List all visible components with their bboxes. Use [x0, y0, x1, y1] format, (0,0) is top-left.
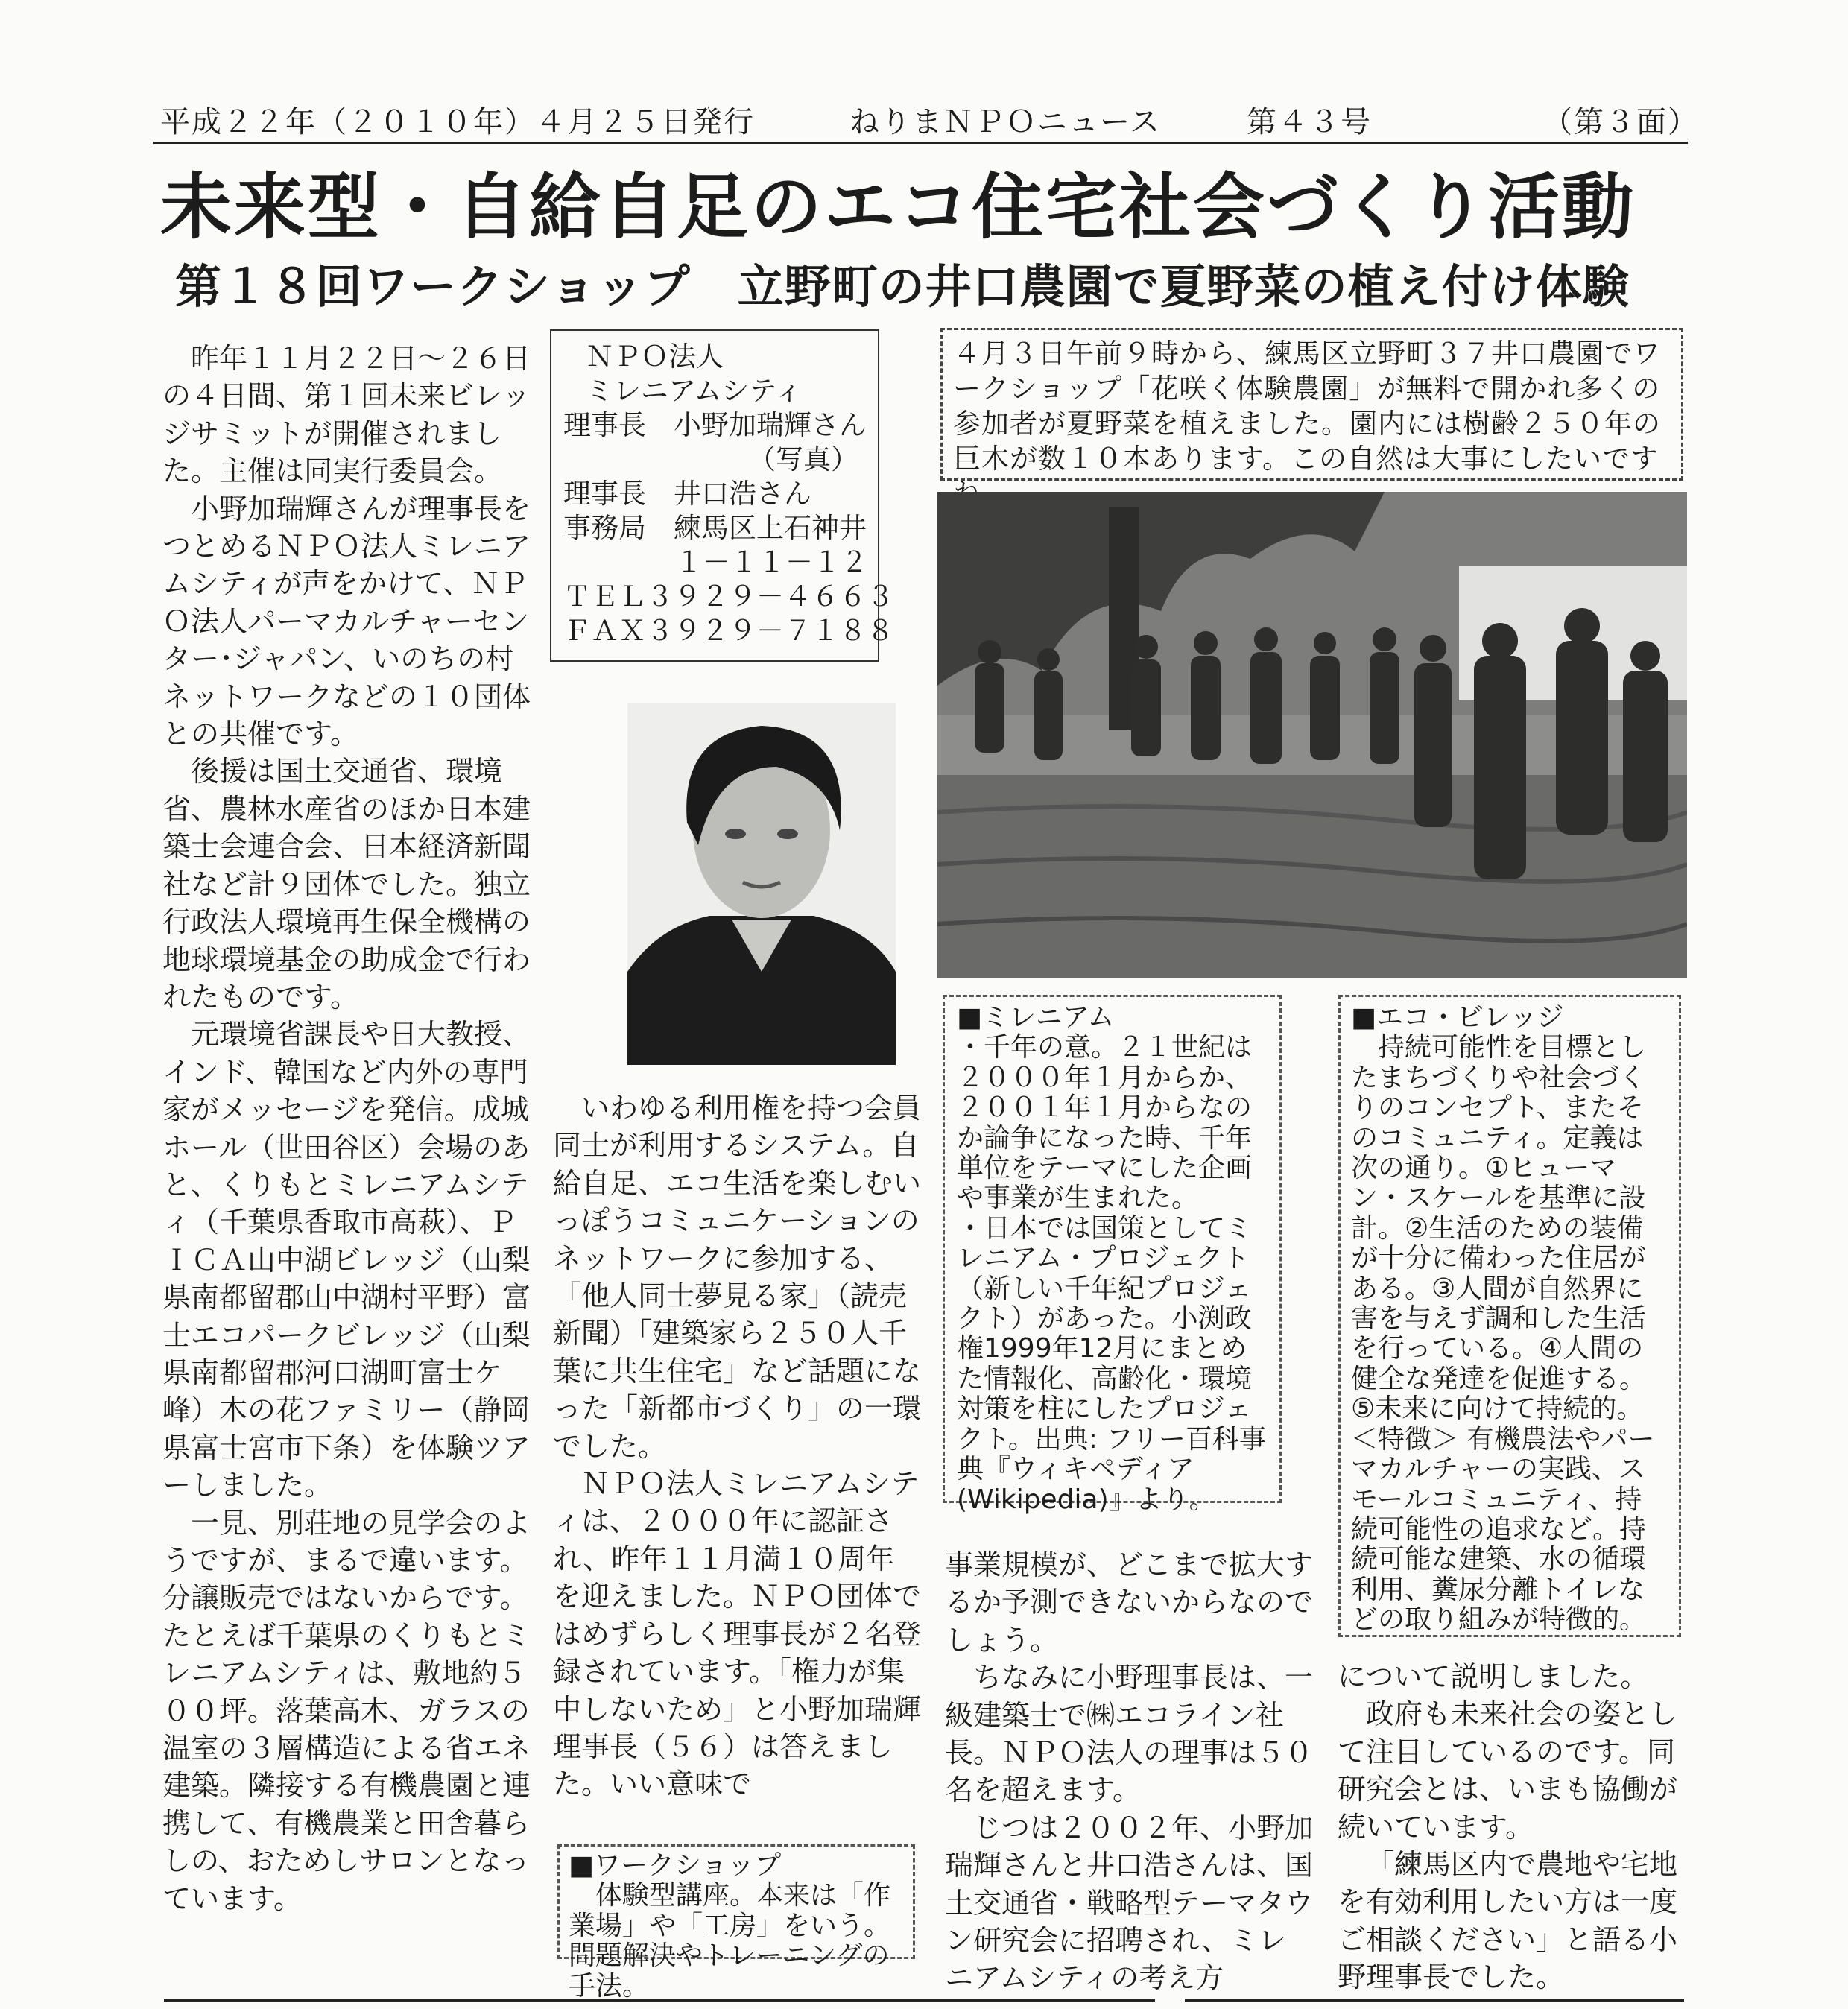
millennium-glossary-box: [943, 995, 1282, 1515]
glossary-title: ■ワークショップ: [569, 1850, 782, 1881]
masthead-line: [153, 103, 1699, 144]
paragraph: 昨年１１月２２日～２６日の４日間、第１回未来ビレッジサミットが開催されました。主催は同実行委員会。: [162, 342, 531, 488]
headline: 未来型・自給自足のエコ住宅社会づくり活動: [160, 165, 1636, 249]
article-column-4: [1338, 1658, 1684, 1996]
director-1: 理事長 小野加瑞輝さん: [563, 409, 867, 441]
glossary-title: ■ミレニアム: [957, 1002, 1115, 1033]
tel-number: ＴＥＬ３９２９－４６６３: [563, 580, 894, 613]
ecovillage-glossary-box: [1338, 995, 1681, 1637]
article-column-3: [945, 1546, 1314, 1997]
paragraph: 「練馬区内で農地や宅地を有効利用したい方は一度ご相談ください」と語る小野理事長でした。: [1338, 1848, 1678, 1994]
photo-note: （写真）: [748, 443, 858, 475]
bottom-rule-right: [1185, 1999, 1684, 2002]
office-address-number: １－１１－１２: [675, 546, 868, 578]
paragraph: ちなみに小野理事長は、一級建築士で㈱エコライン社長。ＮＰＯ法人の理事は５０名を超えます。: [945, 1661, 1314, 1807]
issue-date: 平成２２年（２０１０年）４月２５日発行: [160, 105, 755, 139]
bottom-rule-left: [164, 1999, 1155, 2002]
glossary-body: ・千年の意。２１世紀は２０００年１月からか、２００１年１月からなのか論争になった時、千年単位をテーマにした企画や事業が生まれた。 ・日本では国策としてミレニアム・プロジェクト（新しい千年紀プロジェクト）があった。小渕政権1999年12月にまとめた情報化、高齢化・環境対策を柱にしたプロジェクト。出典: フリー百科事典『ウィキペディア (Wikipedia)』より。: [957, 1032, 1266, 1515]
issue-number: 第４３号: [1247, 105, 1372, 139]
paragraph: について説明しました。: [1338, 1660, 1649, 1693]
paragraph: 政府も未来社会の姿として注目しているのです。同研究会とは、いまも協働が続いています。: [1338, 1698, 1678, 1844]
subheadline: 第１８回ワークショップ 立野町の井口農園で夏野菜の植え付け体験: [175, 259, 1630, 314]
glossary-title: ■エコ・ビレッジ: [1351, 1002, 1564, 1033]
article-column-1: [162, 340, 532, 1917]
paragraph: 一見、別荘地の見学会のようですが、まるで違います。分譲販売ではないからです。たとえば千葉県のくりもとミレニアムシティは、敷地約５００坪。落葉高木、ガラスの温室の３層構造による省エネ建築。隣接する有機農園と連携して、有機農業と田舎暮らしの、おためしサロンとなっています。: [162, 1506, 531, 1915]
workshop-glossary-box: [557, 1844, 915, 2002]
director-2: 理事長 井口浩さん: [563, 478, 811, 510]
paper-name: ねりまＮＰＯニュース: [849, 105, 1161, 139]
paragraph: 事業規模が、どこまで拡大するか予測できないからなのでしょう。: [945, 1548, 1314, 1657]
workshop-group-photo: [937, 492, 1687, 978]
office-address: 事務局 練馬区上石神井: [563, 512, 867, 544]
org-type: ＮＰＯ法人: [586, 341, 724, 373]
fax-number: ＦＡＸ３９２９－７１８８: [563, 615, 894, 647]
paragraph: いわゆる利用権を持つ会員同士が利用するシステム。自給自足、エコ生活を楽しむいっぽうコミュニケーションのネットワークに参加する、「他人同士夢見る家」（読売新聞）「建築家ら２５０人千葉に共生住宅」など話題になった「新都市づくり」の一環でした。: [553, 1092, 922, 1463]
page-number: （第３面）: [1542, 105, 1699, 139]
paragraph: 小野加瑞輝さんが理事長をつとめるＮＰＯ法人ミレニアムシティが声をかけて、ＮＰＯ法人パーマカルチャーセンター･ジャパン、いのちの村ネットワークなどの１０団体との共催です。: [162, 492, 531, 751]
article-column-2: [553, 1089, 923, 1803]
glossary-body: 体験型講座。本来は「作業場」や「工房」をいう。問題解決やトレーニングの手法。: [569, 1880, 891, 2002]
paragraph: ＮＰＯ法人ミレニアムシティは、２０００年に認証され、昨年１１月満１０周年を迎えました。ＮＰＯ団体ではめずらしく理事長が２名登録されています。「権力が集中しないため」と小野加瑞輝理事長（５６）は答えました。いい意味で: [553, 1467, 922, 1801]
portrait-photo: [627, 703, 896, 1065]
glossary-body: 持続可能性を目標としたまちづくりや社会づくりのコンセプト、またそのコミュニティ。定義は次の通り。①ヒューマン・スケールを基準に設計。②生活のための装備が十分に備わった住居がある。③人間が自然界に害を与えず調和した生活を行っている。④人間の健全な発達を促進する。⑤未来に向けて持続的。 ＜特徴＞ 有機農法やパーマカルチャーの実践、スモールコミュニティ、持続可能性の追求など。持続可能な建築、水の循環利用、糞尿分離トイレなどの取り組みが特徴的。: [1351, 1032, 1655, 1636]
org-name: ミレニアムシティ: [586, 375, 803, 407]
organization-info-box: [550, 329, 894, 662]
paragraph: 元環境省課長や日大教授、インド、韓国など内外の専門家がメッセージを発信。成城ホール（世田谷区）会場のあと、くりもとミレニアムシティ（千葉県香取市高萩）、ＰＩＣＡ山中湖ビレッジ（山梨県南都留郡山中湖村平野）富士エコパークビレッジ（山梨県南都留郡河口湖町富士ケ峰）木の花ファミリー（静岡県富士宮市下条）を体験ツアーしました。: [162, 1018, 531, 1502]
paragraph: 後援は国土交通省、環境省、農林水産省のほか日本建築士会連合会、日本経済新聞社など計９団体でした。独立行政法人環境再生保全機構の地球環境基金の助成金で行われたものです。: [162, 755, 531, 1013]
paragraph: じつは２００２年、小野加瑞輝さんと井口浩さんは、国土交通省・戦略型テーマタウン研究会に招聘され、ミレニアムシティの考え方: [945, 1811, 1314, 1995]
photo-caption: ４月３日午前９時から、練馬区立野町３７井口農園でワークショップ「花咲く体験農園」が無料で開かれ多くの参加者が夏野菜を植えました。園内には樹齢２５０年の巨木が数１０本あります。この自然は大事にしたいです: [940, 328, 1683, 481]
